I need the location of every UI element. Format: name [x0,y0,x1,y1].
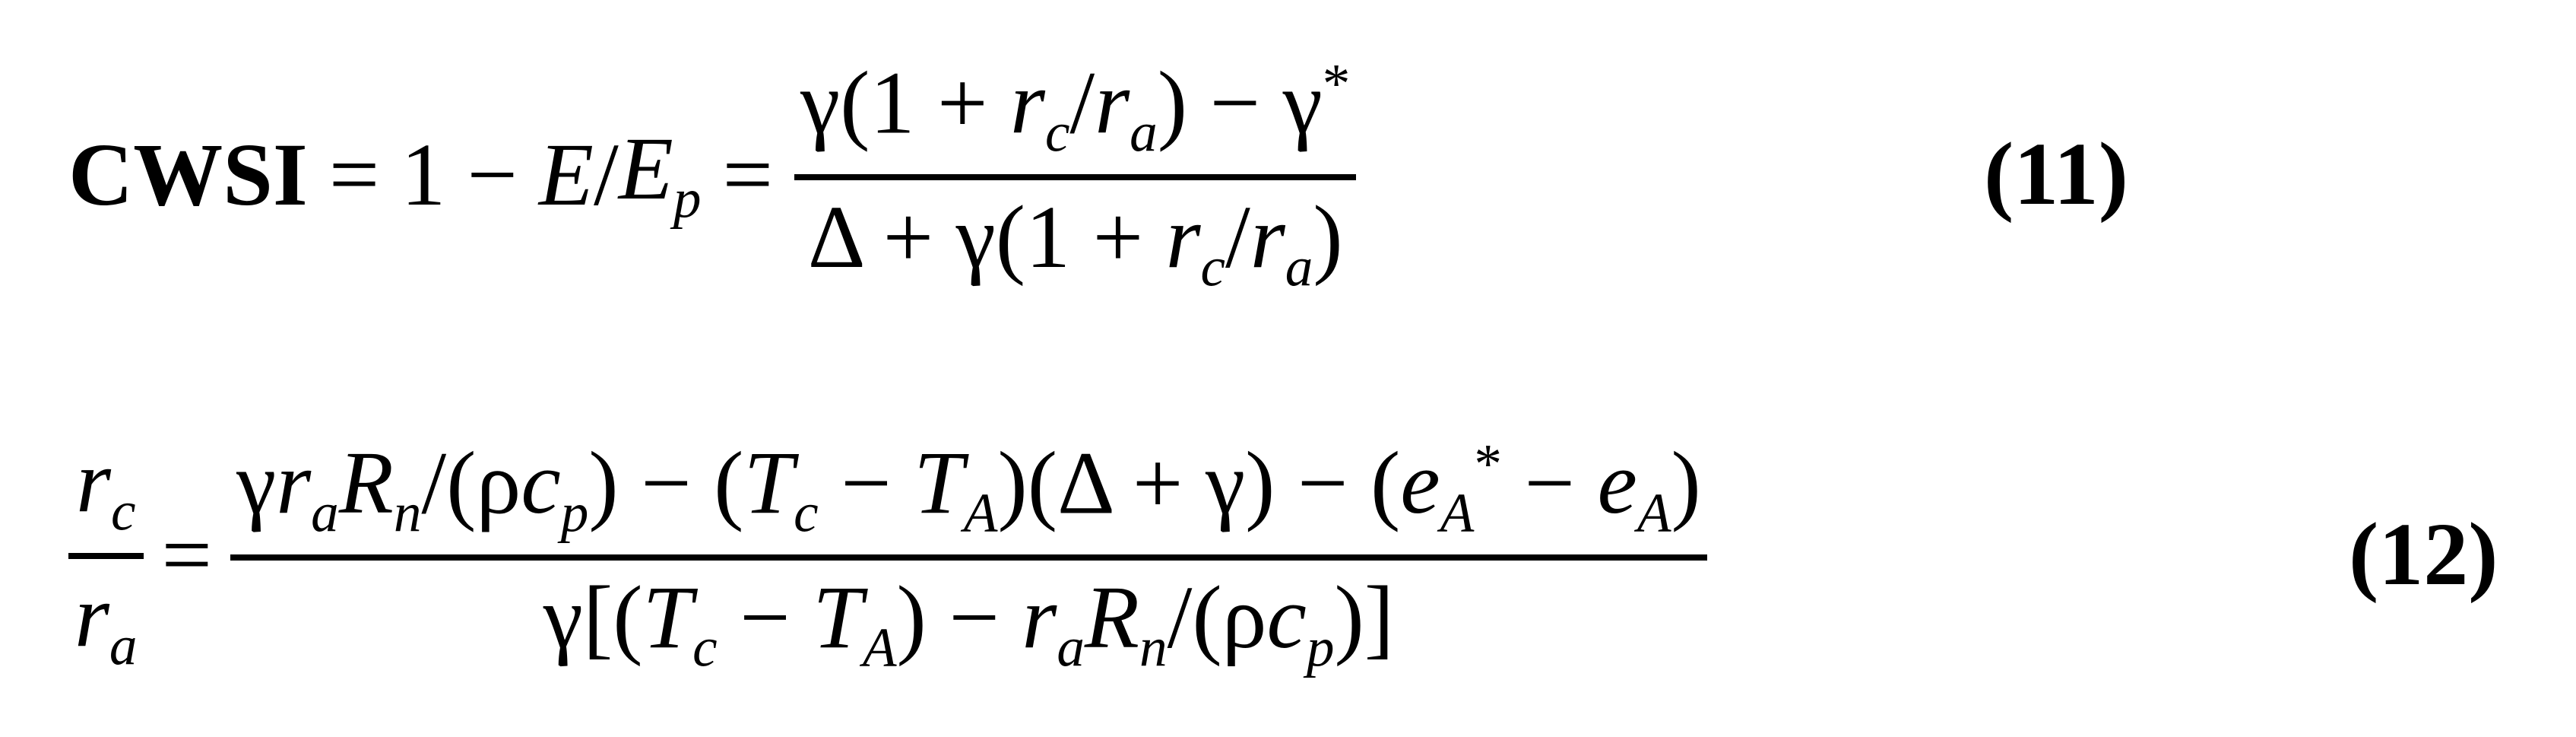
minus-sign: − [467,125,518,224]
one: 1 [401,125,446,224]
ratio-rc-ra [68,431,144,677]
fraction-numerator: $\gamma r_aR_n/(\rho c_p) - (T_c - T_A)(\Delta + \gamma) - (e_A^* - e_A)$ [236,432,1701,544]
cwsi-label: CWSI [68,125,308,224]
fraction-bar [68,553,144,559]
equals-sign: = [328,125,380,224]
fraction-denominator: $\Delta + \gamma(1 + r_c/r_a)$ [807,186,1343,298]
fraction-12 [230,432,1707,678]
equation-12-expression [68,396,1707,715]
fraction-11 [794,52,1356,298]
fraction-denominator: $\gamma[(T_c - T_A) - r_aR_n/(\rho c_p)]$ [543,567,1395,678]
variable-ep: $E_p$ [618,118,702,230]
fraction-bar [230,554,1707,561]
ratio-denominator: $r_a$ [74,566,138,677]
equation-number-11: (11) [1984,124,2129,224]
fraction-numerator: $\gamma(1 + r_c/r_a) - \gamma^*$ [800,52,1351,164]
equation-11 [68,30,2516,319]
equation-number-12: (12) [2349,504,2498,604]
ratio-numerator: $r_c$ [76,431,136,542]
equals-sign: = [161,505,213,605]
equation-11-expression [68,30,1356,319]
slash: / [593,125,619,224]
equals-sign: = [722,125,774,224]
variable-e: E [538,125,594,224]
fraction-bar [794,174,1356,180]
equation-12 [68,396,2516,715]
